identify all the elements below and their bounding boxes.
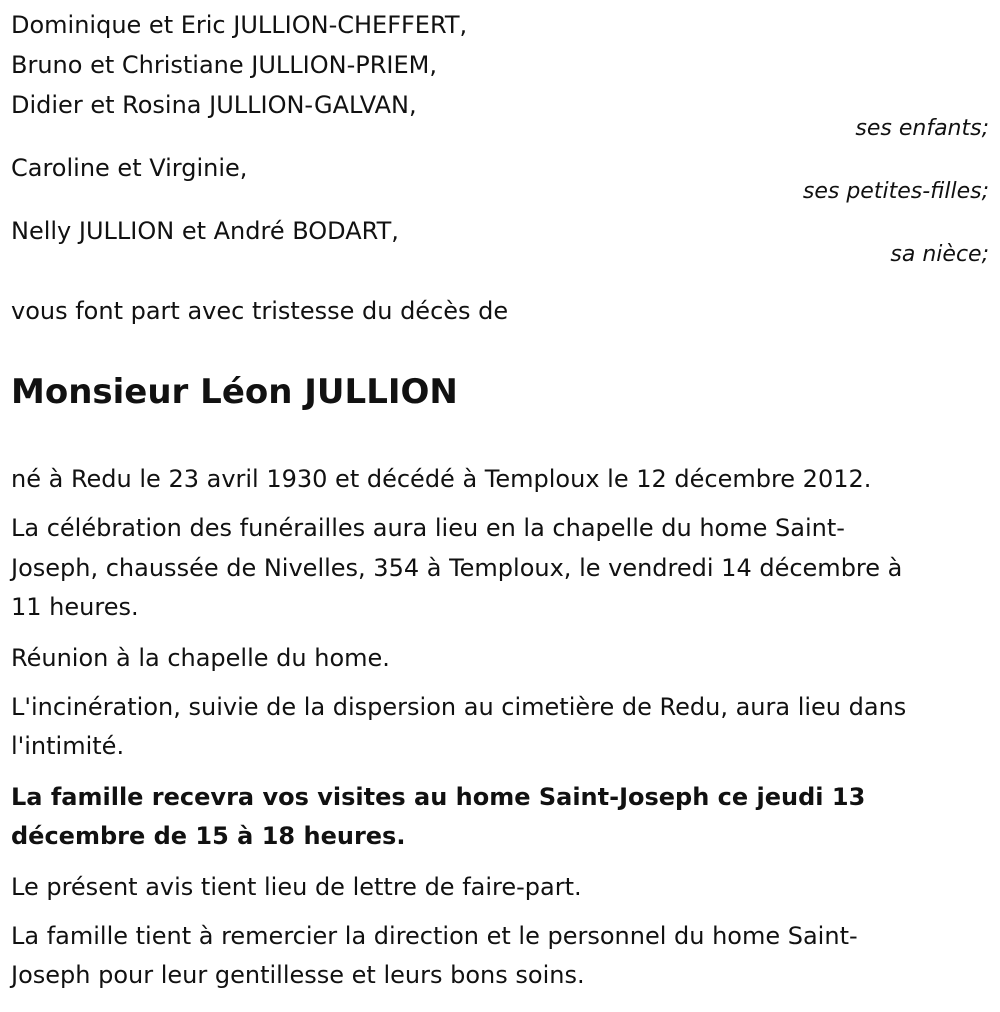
thanks-text-line-2: Joseph pour leur gentillesse et leurs bons soins. bbox=[11, 961, 585, 989]
niece-role: sa nièce; bbox=[890, 242, 989, 267]
funeral-text-line-1: La célébration des funérailles aura lieu en la chapelle du home Saint- bbox=[11, 514, 845, 542]
niece: Nelly JULLION et André BODART, bbox=[11, 217, 399, 245]
notice-text: Le présent avis tient lieu de lettre de faire-part. bbox=[11, 873, 582, 901]
deceased-name: Monsieur Léon JULLION bbox=[11, 372, 458, 412]
announcement-text: vous font part avec tristesse du décès de bbox=[11, 297, 509, 325]
visits-text-line-1: La famille recevra vos visites au home Saint-Joseph ce jeudi 13 bbox=[11, 783, 866, 811]
cremation-text-line-2: l'intimité. bbox=[11, 732, 125, 760]
child-couple-1: Dominique et Eric JULLION-CHEFFERT, bbox=[11, 11, 468, 39]
meeting-text: Réunion à la chapelle du home. bbox=[11, 644, 390, 672]
visits-text-line-2: décembre de 15 à 18 heures. bbox=[11, 822, 406, 850]
granddaughters-role: ses petites-filles; bbox=[802, 179, 989, 204]
thanks-text-line-1: La famille tient à remercier la direction et le personnel du home Saint- bbox=[11, 922, 858, 950]
granddaughters: Caroline et Virginie, bbox=[11, 154, 248, 182]
funeral-text-line-2: Joseph, chaussée de Nivelles, 354 à Temploux, le vendredi 14 décembre à bbox=[11, 554, 903, 582]
birth-death-text: né à Redu le 23 avril 1930 et décédé à Temploux le 12 décembre 2012. bbox=[11, 465, 872, 493]
cremation-text-line-1: L'incinération, suivie de la dispersion au cimetière de Redu, aura lieu dans bbox=[11, 693, 907, 721]
child-couple-2: Bruno et Christiane JULLION-PRIEM, bbox=[11, 51, 437, 79]
funeral-text-line-3: 11 heures. bbox=[11, 593, 139, 621]
child-couple-3: Didier et Rosina JULLION-GALVAN, bbox=[11, 91, 417, 119]
children-role: ses enfants; bbox=[855, 116, 989, 141]
